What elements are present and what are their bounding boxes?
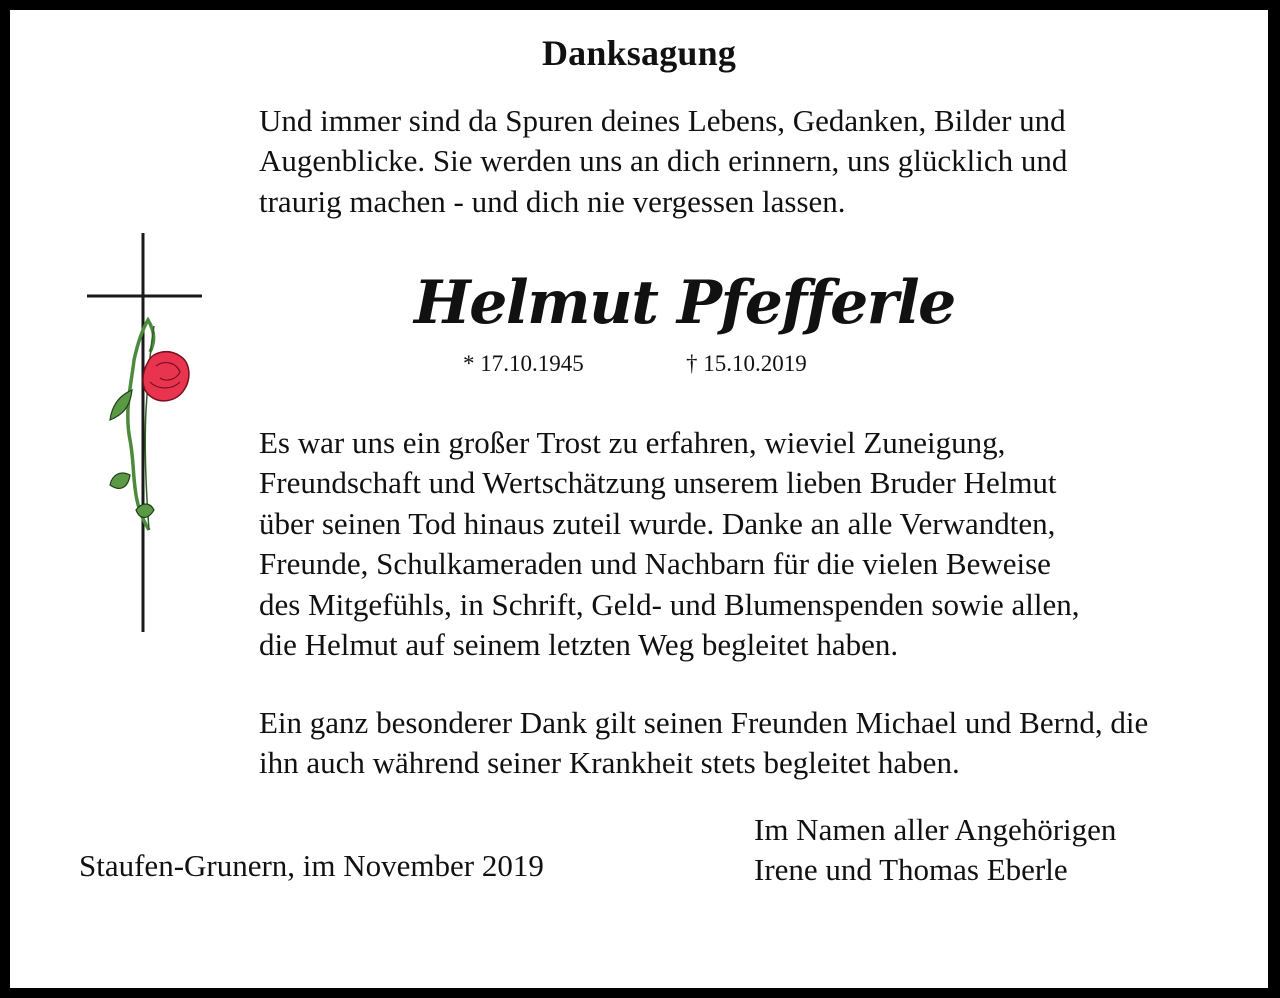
place-and-date: Staufen-Grunern, im November 2019 [79,848,544,883]
thanks-line: des Mitgefühls, in Schrift, Geld- und Blumenspenden sowie allen, [259,586,1080,622]
notice-heading: Danksagung [541,33,737,73]
thanks-line: Es war uns ein großer Trost zu erfahren, wieviel Zuneigung, [259,425,1006,460]
thanks-line: die Helmut auf seinem letzten Weg begleitet haben. [259,627,899,663]
thanks-line: Freunde, Schulkameraden und Nachbarn für die vielen Beweise [259,546,1051,582]
intro-line: Augenblicke. Sie werden uns an dich erinnern, uns glücklich und [259,143,1068,179]
death-date: † 15.10.2019 [686,351,807,376]
special-thanks-paragraph [259,703,1148,784]
birth-date: * 17.10.1945 [463,351,584,376]
thanks-paragraph [259,423,1080,665]
special-thanks-line: ihn auch während seiner Krankheit stets begleitet haben. [259,745,960,781]
cross-with-rose-icon [80,230,210,640]
thanks-line: Freundschaft und Wertschätzung unserem lieben Bruder Helmut [259,465,1057,501]
thanks-line: über seinen Tod hinaus zuteil wurde. Danke an alle Verwandten, [259,505,1056,541]
signature-line: Im Namen aller Angehörigen [754,812,1117,847]
special-thanks-line: Ein ganz besonderer Dank gilt seinen Freunden Michael und Bernd, die [259,705,1149,740]
intro-line: Und immer sind da Spuren deines Lebens, Gedanken, Bilder und [259,103,1066,138]
signature-block [754,810,1116,891]
obituary-notice [10,10,1268,988]
intro-paragraph [259,101,1067,222]
deceased-name: Helmut Pfefferle [414,268,955,338]
signature-line: Irene und Thomas Eberle [754,852,1068,888]
intro-line: traurig machen - und dich nie vergessen lassen. [259,183,846,219]
